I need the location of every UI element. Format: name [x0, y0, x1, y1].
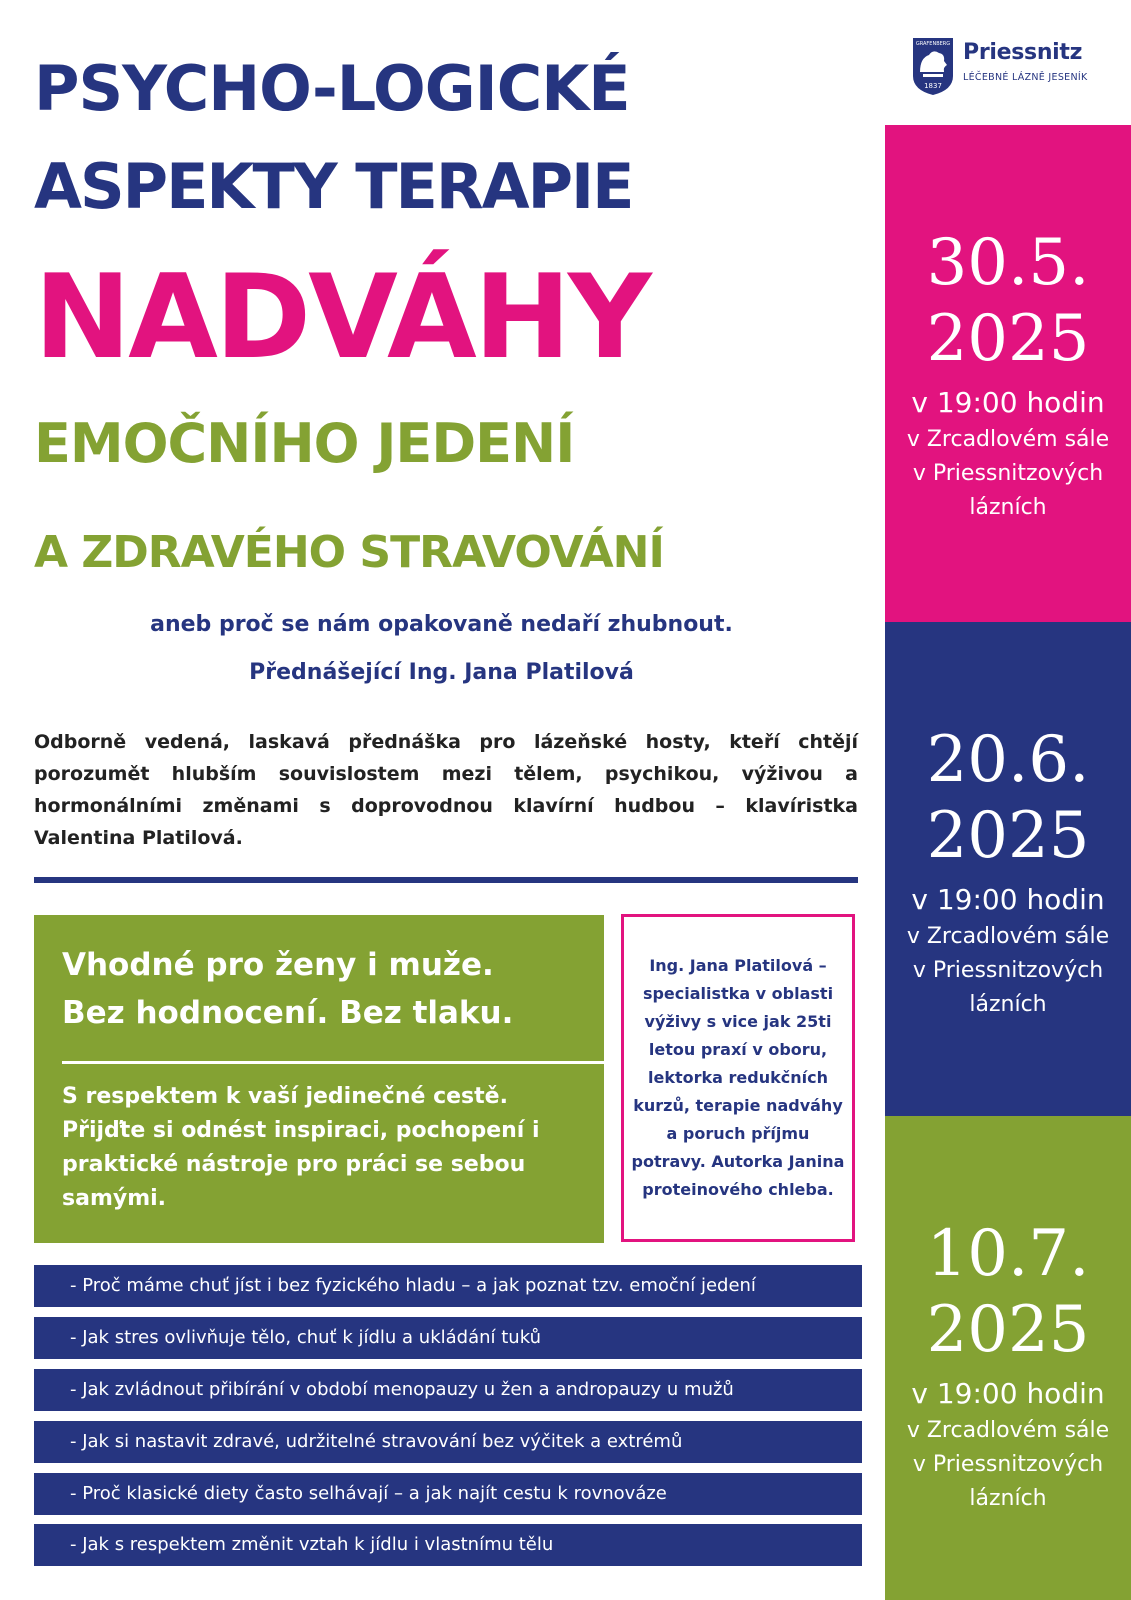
- date-location-line-2: v Priessnitzových: [912, 958, 1104, 983]
- topic-item: - Proč máme chuť jíst i bez fyzického hladu – a jak poznat tzv. emoční jedení: [34, 1265, 862, 1307]
- lion-crest-icon: [911, 36, 955, 96]
- topic-item: - Jak stres ovlivňuje tělo, chuť k jídlu a ukládání tuků: [34, 1317, 862, 1359]
- crest-year: 1837: [924, 82, 942, 90]
- divider: [34, 877, 858, 883]
- title-line-3: NADVÁHY: [34, 250, 649, 385]
- audience-lead-line-1: Vhodné pro ženy i muže.: [62, 947, 494, 983]
- topic-item: - Jak s respektem změnit vztah k jídlu i vlastnímu tělu: [34, 1524, 862, 1566]
- date-year: 2025: [926, 1293, 1090, 1367]
- date-location-line-3: lázních: [969, 992, 1047, 1017]
- lecturer-bio: Ing. Jana Platilová – specialistka v oblasti výživy s vice jak 25ti letou praxí v oboru, lektorka redukčních kurzů, terapie nadváhy a poruch příjmu potravy. Autorka Janina proteinového chleba.: [631, 956, 845, 1199]
- date-block-1: [885, 125, 1131, 622]
- date-year: 2025: [926, 302, 1090, 376]
- date-year: 2025: [926, 799, 1090, 873]
- logo-brand: Priessnitz: [963, 40, 1083, 65]
- date-block-3: [885, 1116, 1131, 1600]
- date-time: v 19:00 hodin: [911, 883, 1105, 916]
- date-time: v 19:00 hodin: [911, 386, 1105, 419]
- audience-box: [34, 915, 604, 1243]
- audience-body: S respektem k vaší jedinečné cestě. Přijďte si odnést inspiraci, pochopení i praktické nástroje pro práci se sebou samými.: [62, 1084, 540, 1211]
- date-location-line-3: lázních: [969, 1486, 1047, 1511]
- topic-item: - Jak zvládnout přibírání v období menopauzy u žen a andropauzy u mužů: [34, 1369, 862, 1411]
- crest-top-text: GRAFENBERG: [915, 41, 951, 47]
- lecturer: Přednášející Ing. Jana Platilová: [249, 660, 634, 685]
- date-day: 10.7.: [926, 1217, 1090, 1291]
- priessnitz-logo: [911, 36, 1121, 98]
- topic-item: - Jak si nastavit zdravé, udržitelné stravování bez výčitek a extrémů: [34, 1421, 862, 1463]
- title-line-2: ASPEKTY TERAPIE: [34, 150, 633, 223]
- date-location-line-3: lázních: [969, 495, 1047, 520]
- title-line-1: PSYCHO-LOGICKÉ: [34, 52, 630, 125]
- date-day: 20.6.: [926, 723, 1090, 797]
- title-line-4: EMOČNÍHO JEDENÍ: [34, 412, 575, 475]
- date-location-line-1: v Zrcadlovém sále: [906, 427, 1110, 452]
- date-time: v 19:00 hodin: [911, 1377, 1105, 1410]
- lecturer-bio-box: [621, 914, 855, 1242]
- date-block-2: [885, 622, 1131, 1116]
- topic-item: - Proč klasické diety často selhávají – a jak najít cestu k rovnováze: [34, 1473, 862, 1515]
- date-location-line-2: v Priessnitzových: [912, 1452, 1104, 1477]
- subtitle: aneb proč se nám opakovaně nedaří zhubnout.: [150, 612, 733, 637]
- audience-lead-line-2: Bez hodnocení. Bez tlaku.: [62, 995, 514, 1031]
- date-location-line-1: v Zrcadlovém sále: [906, 924, 1110, 949]
- date-location-line-2: v Priessnitzových: [912, 461, 1104, 486]
- audience-rule: [62, 1061, 610, 1064]
- intro-paragraph: Odborně vedená, laskavá přednáška pro lázeňské hosty, kteří chtějí porozumět hlubším souvislostem mezi tělem, psychikou, výživou a hormonálními změnami s doprovodnou klavírní hudbou – klavíristka Valentina Platilová.: [34, 731, 858, 849]
- date-location-line-1: v Zrcadlovém sále: [906, 1418, 1110, 1443]
- title-line-5: A ZDRAVÉHO STRAVOVÁNÍ: [34, 527, 664, 578]
- logo-tagline: LÉČEBNÉ LÁZNĚ JESENÍK: [963, 72, 1088, 83]
- audience-lead: [62, 941, 513, 1037]
- date-day: 30.5.: [926, 226, 1090, 300]
